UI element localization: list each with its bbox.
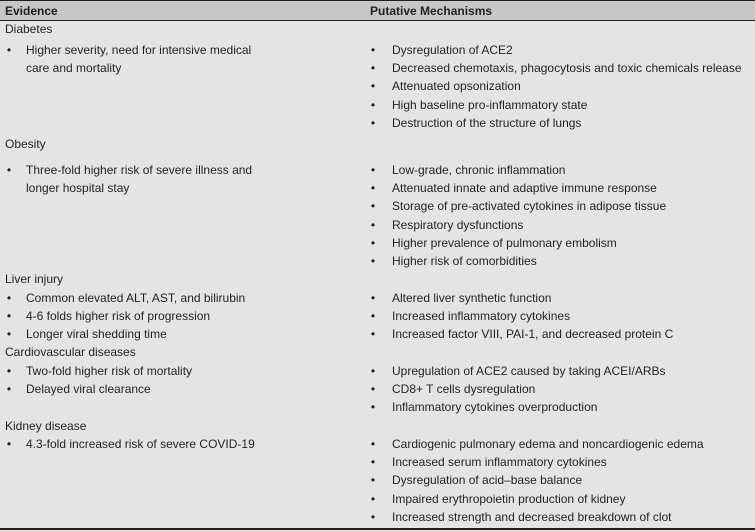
mechanism-bullet: • (370, 364, 376, 378)
evidence-column-header: Evidence (5, 4, 58, 18)
evidence-item (6, 327, 167, 342)
mechanism-item (370, 510, 672, 525)
mechanism-text: Dysregulation of acid–base balance (392, 473, 583, 488)
mechanism-text: Destruction of the structure of lungs (392, 115, 582, 130)
mechanism-bullet: • (370, 400, 376, 415)
evidence-text: Three-fold higher risk of severe illness and (26, 163, 253, 177)
evidence-bullet: • (6, 382, 12, 397)
mechanism-item (370, 437, 704, 452)
mechanism-bullet: • (370, 217, 376, 232)
mechanism-text: Respiratory dysfunctions (392, 217, 524, 232)
evidence-item (6, 364, 192, 379)
mechanism-text: Increased strength and decreased breakdown of clot (392, 509, 672, 524)
section-title: Cardiovascular diseases (5, 345, 136, 359)
mechanism-bullet: • (370, 254, 376, 268)
evidence-item (6, 437, 255, 452)
mechanism-item (370, 364, 666, 379)
evidence-bullet: • (6, 291, 12, 305)
mechanism-bullet: • (370, 509, 376, 524)
mechanism-item (370, 327, 673, 342)
mechanism-bullet: • (370, 491, 376, 506)
mechanism-bullet: • (370, 437, 376, 451)
evidence-bullet: • (6, 364, 12, 378)
mechanism-bullet: • (370, 61, 376, 76)
mechanism-text: Decreased chemotaxis, phagocytosis and toxic chemicals release (392, 61, 742, 76)
section-title: Kidney disease (5, 419, 87, 433)
mechanism-item (370, 400, 597, 415)
mechanism-text: Attenuated opsonization (392, 79, 521, 94)
mechanism-text: Low-grade, chronic inflammation (392, 163, 566, 177)
mechanism-bullet: • (370, 115, 376, 130)
evidence-item (6, 291, 245, 306)
evidence-bullet: • (6, 163, 12, 177)
evidence-bullet: • (6, 309, 12, 324)
mechanism-item (370, 116, 581, 131)
mechanism-text: Increased inflammatory cytokines (392, 309, 571, 324)
evidence-item (6, 163, 252, 178)
mechanism-text: Impaired erythropoietin production of kidney (392, 491, 626, 506)
table-bottom-rule (0, 528, 755, 530)
evidence-text: Higher severity, need for intensive medical (26, 43, 252, 57)
mechanism-text: Dysregulation of ACE2 (392, 43, 513, 57)
mechanism-bullet: • (370, 199, 376, 214)
mechanism-bullet: • (370, 455, 376, 470)
mechanism-bullet: • (370, 43, 376, 57)
mechanism-text: Altered liver synthetic function (392, 291, 552, 305)
evidence-text-continuation: care and mortality (26, 61, 122, 76)
evidence-item (6, 309, 210, 324)
evidence-text: 4.3-fold increased risk of severe COVID-19 (26, 437, 255, 451)
mechanism-item (370, 79, 521, 94)
mechanism-item (370, 309, 570, 324)
evidence-bullet: • (6, 327, 12, 342)
mechanism-item (370, 43, 513, 58)
mechanism-bullet: • (370, 97, 376, 112)
mechanism-item (370, 163, 565, 178)
evidence-bullet: • (6, 43, 12, 57)
mechanism-text: Increased factor VIII, PAI-1, and decreased protein C (392, 327, 674, 342)
evidence-text-continuation: longer hospital stay (26, 181, 130, 196)
mechanism-text: Attenuated innate and adaptive immune response (392, 181, 657, 196)
evidence-text: Longer viral shedding time (26, 327, 167, 342)
mechanism-item (370, 492, 625, 507)
mechanism-bullet: • (370, 382, 376, 397)
mechanism-text: High baseline pro-inflammatory state (392, 97, 588, 112)
evidence-text: Delayed viral clearance (26, 382, 151, 397)
evidence-text: 4-6 folds higher risk of progression (26, 309, 211, 324)
mechanism-text: Inflammatory cytokines overproduction (392, 400, 598, 415)
mechanism-item (370, 236, 617, 251)
evidence-bullet: • (6, 437, 12, 451)
mechanism-item (370, 473, 582, 488)
mechanism-bullet: • (370, 473, 376, 488)
mechanism-item (370, 98, 587, 113)
mechanism-item (370, 218, 523, 233)
mechanism-bullet: • (370, 163, 376, 177)
mechanism-text: Higher prevalence of pulmonary embolism (392, 235, 617, 250)
mechanism-bullet: • (370, 291, 376, 305)
section-title: Obesity (5, 137, 46, 151)
evidence-text: Two-fold higher risk of mortality (26, 364, 193, 378)
section-title: Liver injury (5, 272, 64, 286)
mechanism-item (370, 181, 657, 196)
mechanism-item (370, 61, 742, 76)
mechanism-text: Upregulation of ACE2 caused by taking ACEI/ARBs (392, 364, 666, 378)
section-title: Diabetes (5, 22, 53, 36)
evidence-item (6, 43, 251, 58)
mechanism-bullet: • (370, 309, 376, 324)
mechanism-item (370, 455, 607, 470)
evidence-item (6, 382, 151, 397)
mechanism-item (370, 254, 537, 269)
mechanisms-column-header: Putative Mechanisms (370, 4, 493, 18)
mechanism-bullet: • (370, 79, 376, 94)
mechanism-bullet: • (370, 327, 376, 342)
mechanism-text: CD8+ T cells dysregulation (392, 382, 536, 397)
mechanism-item (370, 199, 666, 214)
mechanism-text: Cardiogenic pulmonary edema and noncardiogenic edema (392, 437, 704, 451)
mechanism-item (370, 291, 551, 306)
table-header (0, 0, 755, 21)
mechanism-item (370, 382, 535, 397)
mechanism-text: Increased serum inflammatory cytokines (392, 455, 607, 470)
mechanism-bullet: • (370, 235, 376, 250)
mechanism-text: Storage of pre-activated cytokines in adipose tissue (392, 199, 667, 214)
mechanism-text: Higher risk of comorbidities (392, 254, 537, 268)
mechanism-bullet: • (370, 181, 376, 196)
evidence-text: Common elevated ALT, AST, and bilirubin (26, 291, 246, 305)
